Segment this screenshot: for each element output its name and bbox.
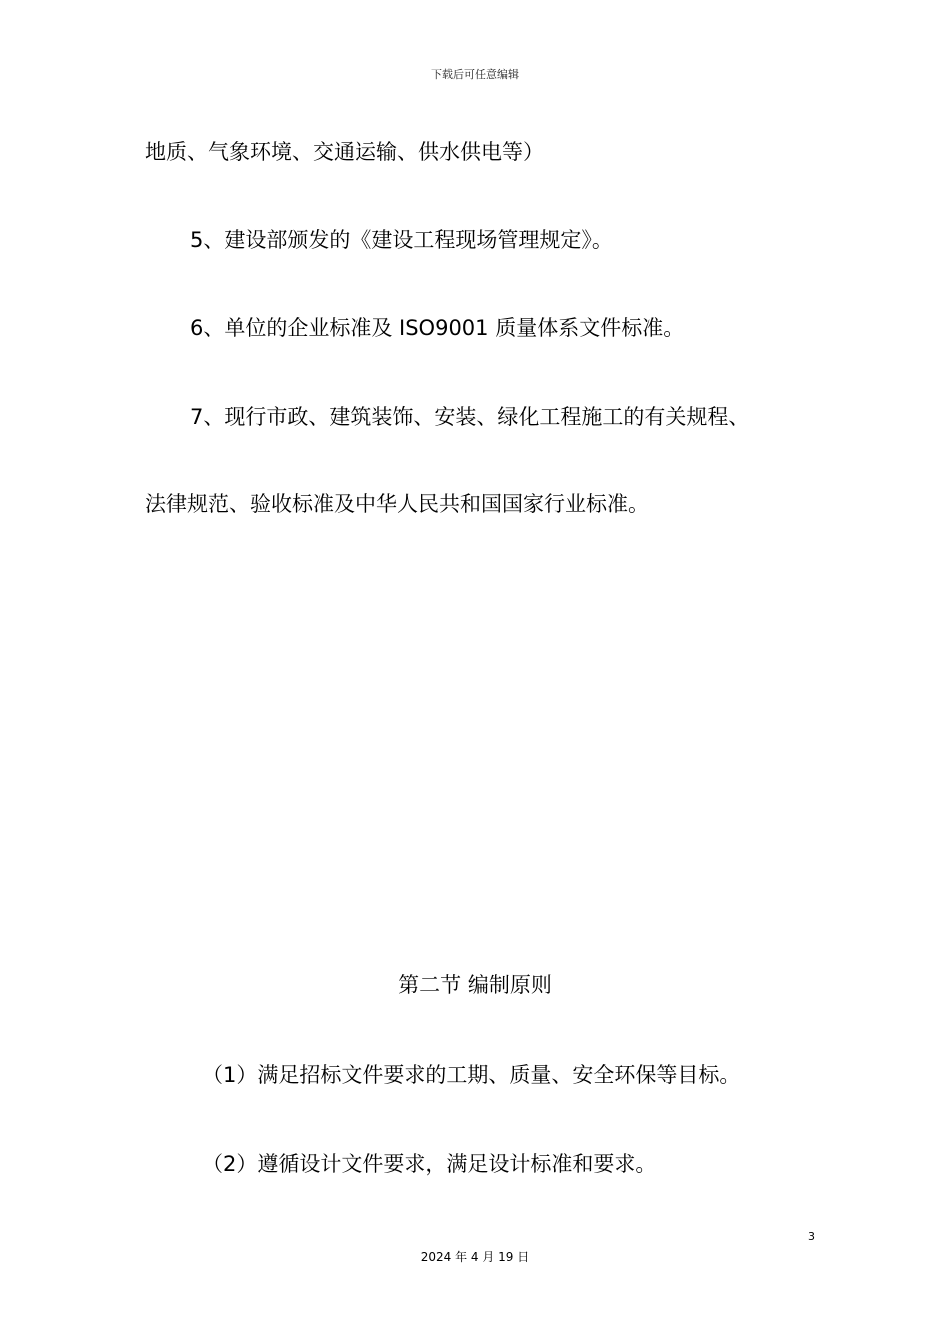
principle-item-2: （2）遵循设计文件要求，满足设计标准和要求。 [202, 1152, 657, 1176]
list-item-5: 5、建设部颁发的《建设工程现场管理规定》。 [190, 228, 613, 252]
body-line-continuation: 地质、气象环境、交通运输、供水供电等） [145, 140, 544, 164]
list-item-7-continuation: 法律规范、验收标准及中华人民共和国国家行业标准。 [145, 492, 649, 516]
page-header: 下载后可任意编辑 [431, 68, 519, 81]
footer-date: 2024 年 4 月 19 日 [420, 1250, 530, 1264]
page-number: 3 [808, 1230, 815, 1243]
list-item-6: 6、单位的企业标准及 ISO9001 质量体系文件标准。 [190, 316, 685, 340]
list-item-7: 7、现行市政、建筑装饰、安装、绿化工程施工的有关规程、 [190, 405, 750, 429]
principle-item-1: （1）满足招标文件要求的工期、质量、安全环保等目标。 [202, 1063, 741, 1087]
section-title: 第二节 编制原则 [398, 973, 552, 997]
